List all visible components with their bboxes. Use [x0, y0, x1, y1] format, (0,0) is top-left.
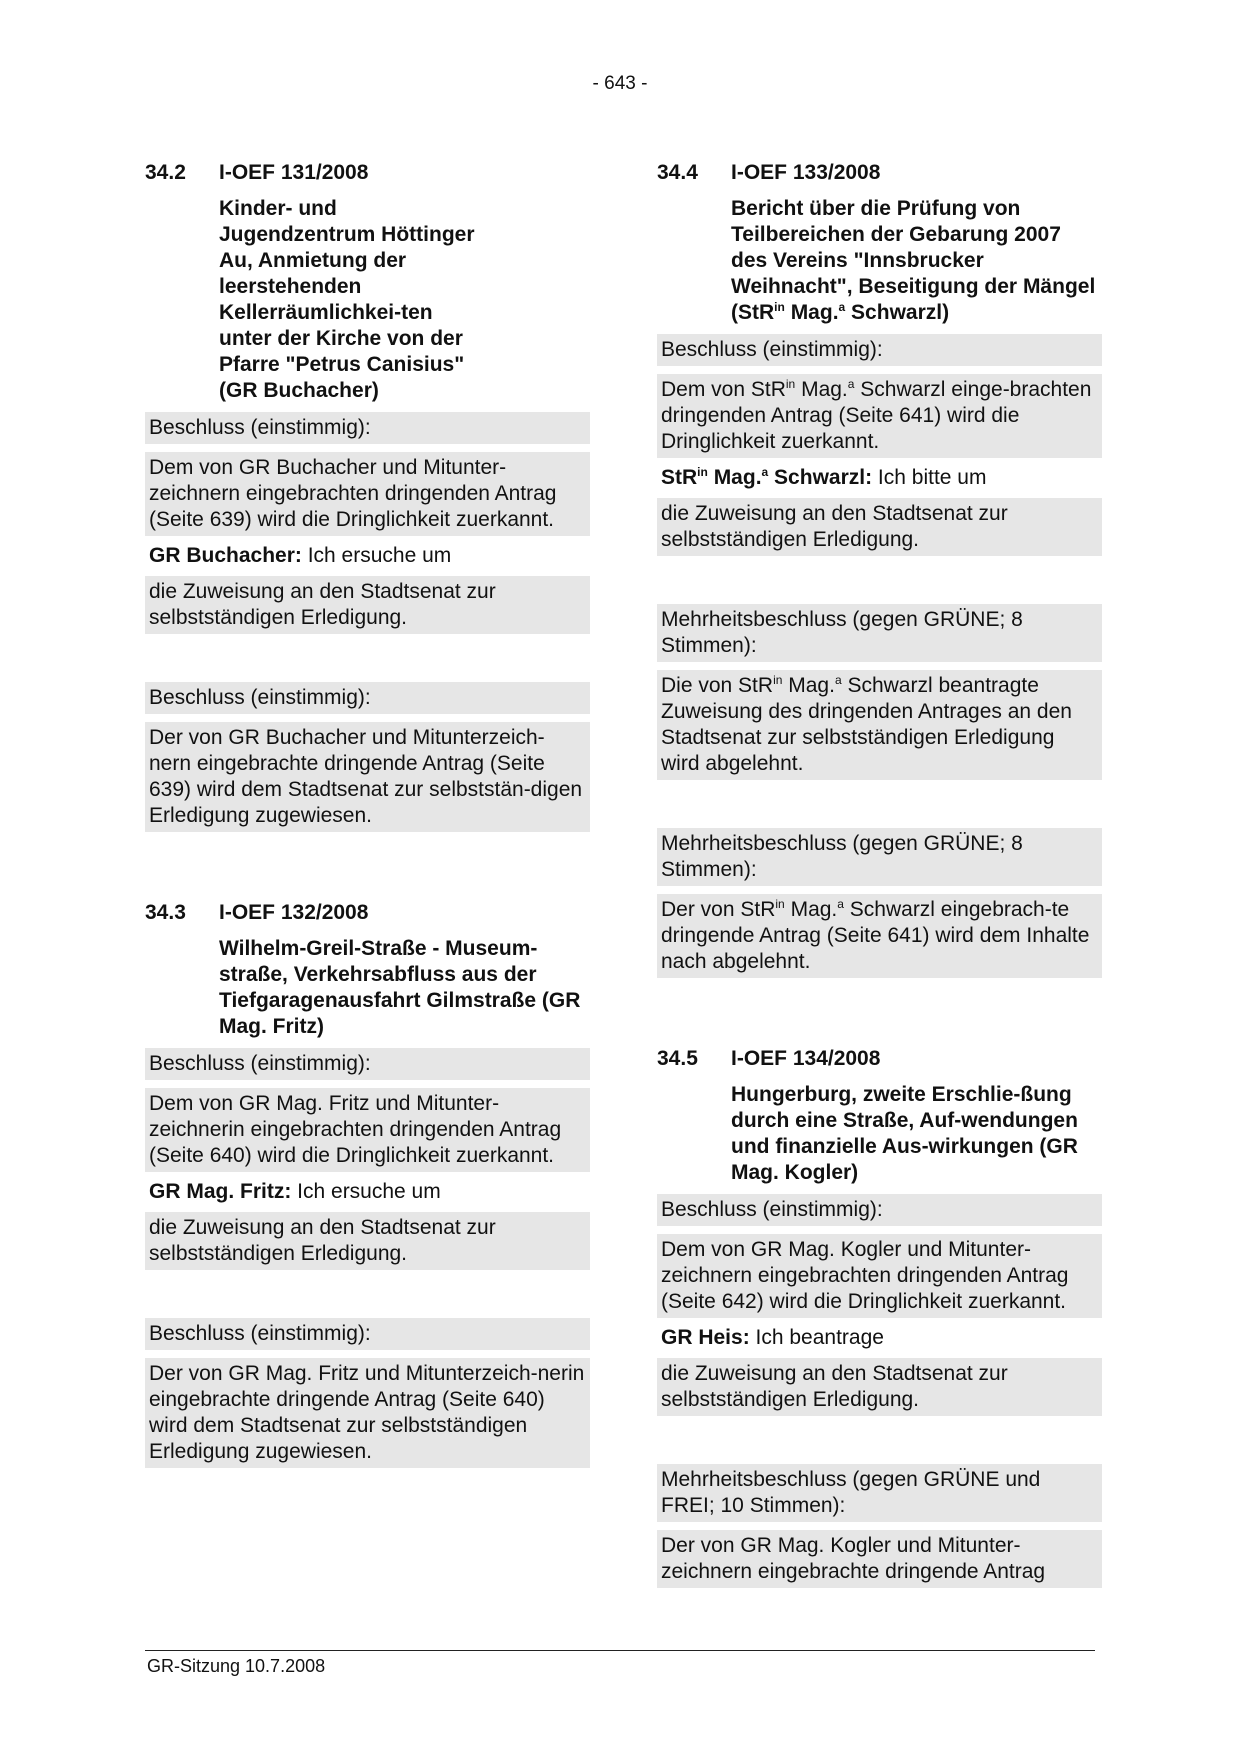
speaker-text: Ich ersuche um: [291, 1180, 441, 1203]
resolution-text: Der von GR Mag. Fritz und Mitunterzeich-nerin eingebrachte dringende Antrag (Seite 640) wird dem Stadtsenat zur selbstständigen Erledigung zugewiesen.: [145, 1358, 590, 1468]
section-title: Bericht über die Prüfung von Teilbereichen der Gebarung 2007 des Vereins "Innsbrucker Weihnacht", Beseitigung der Mängel (StR$^{in}$ Mag.$^a$ Schwarzl): [731, 197, 1096, 324]
speaker-name: GR Heis:: [661, 1326, 750, 1349]
speaker-text: Ich ersuche um: [301, 544, 452, 567]
section-34-4: [657, 160, 1102, 978]
resolution-text: Der von GR Mag. Kogler und Mitunter-zeichnern eingebrachte dringende Antrag: [657, 1530, 1102, 1588]
speaker-text: Ich bitte um: [872, 466, 987, 489]
motion-text: die Zuweisung an den Stadtsenat zur selbstständigen Erledigung.: [657, 498, 1102, 556]
motion-text: die Zuweisung an den Stadtsenat zur selbstständigen Erledigung.: [145, 576, 590, 634]
speaker-line: [145, 1176, 590, 1208]
resolution-text: Dem von StR$^{in}$ Mag.$^a$ Schwarzl einge-brachten dringenden Antrag (Seite 641) wird die Dringlichkeit zuerkannt.: [657, 374, 1102, 458]
resolution-header: Mehrheitsbeschluss (gegen GRÜNE; 8 Stimmen):: [657, 604, 1102, 662]
speaker-text: Ich beantrage: [749, 1326, 884, 1349]
section-code: I-OEF 131/2008: [219, 161, 369, 184]
right-column: [657, 160, 1102, 1588]
resolution-text: Dem von GR Mag. Kogler und Mitunter-zeichnern eingebrachten dringenden Antrag (Seite 642) wird die Dringlichkeit zuerkannt.: [657, 1234, 1102, 1318]
resolution-header: Beschluss (einstimmig):: [657, 334, 1102, 366]
section-code: I-OEF 133/2008: [731, 161, 881, 184]
section-number: 34.4: [657, 161, 698, 184]
section-34-2: [145, 160, 590, 832]
section-34-3: [145, 900, 590, 1468]
speaker-name: GR Buchacher:: [149, 544, 302, 567]
speaker-line: [145, 540, 590, 572]
section-number: 34.2: [145, 161, 186, 184]
section-number: 34.3: [145, 901, 186, 924]
resolution-text: Die von StR$^{in}$ Mag.$^a$ Schwarzl beantragte Zuweisung des dringenden Antrages an den Stadtsenat zur selbstständigen Erledigung wird abgelehnt.: [657, 670, 1102, 780]
section-34-5: [657, 1046, 1102, 1588]
speaker-line: [657, 1322, 1102, 1354]
resolution-header: Mehrheitsbeschluss (gegen GRÜNE und FREI; 10 Stimmen):: [657, 1464, 1102, 1522]
section-title: Hungerburg, zweite Erschlie-ßung durch eine Straße, Auf-wendungen und finanzielle Aus-wirkungen (GR Mag. Kogler): [731, 1083, 1078, 1184]
section-title: Wilhelm-Greil-Straße - Museum-straße, Verkehrsabfluss aus der Tiefgaragenausfahrt Gilmstraße (GR Mag. Fritz): [219, 937, 581, 1038]
resolution-text: Dem von GR Mag. Fritz und Mitunter-zeichnerin eingebrachten dringenden Antrag (Seite 640) wird die Dringlichkeit zuerkannt.: [145, 1088, 590, 1172]
resolution-header: Beschluss (einstimmig):: [145, 1318, 590, 1350]
footer-divider: [145, 1650, 1095, 1651]
footer: GR-Sitzung 10.7.2008: [147, 1656, 326, 1676]
speaker-line: [657, 462, 1102, 494]
resolution-text: Der von GR Buchacher und Mitunterzeich-nern eingebrachte dringende Antrag (Seite 639) wird dem Stadtsenat zur selbststän-digen Erledigung zugewiesen.: [145, 722, 590, 832]
resolution-text: Dem von GR Buchacher und Mitunter-zeichnern eingebrachten dringenden Antrag (Seite 639) wird die Dringlichkeit zuerkannt.: [145, 452, 590, 536]
motion-text: die Zuweisung an den Stadtsenat zur selbstständigen Erledigung.: [145, 1212, 590, 1270]
resolution-header: Beschluss (einstimmig):: [145, 1048, 590, 1080]
speaker-name: GR Mag. Fritz:: [149, 1180, 292, 1203]
speaker-name: StR$^{in}$ Mag.$^a$ Schwarzl:: [661, 465, 873, 489]
motion-text: die Zuweisung an den Stadtsenat zur selbstständigen Erledigung.: [657, 1358, 1102, 1416]
resolution-header: Beschluss (einstimmig):: [657, 1194, 1102, 1226]
section-number: 34.5: [657, 1047, 698, 1070]
resolution-header: Beschluss (einstimmig):: [145, 682, 590, 714]
section-code: I-OEF 132/2008: [219, 901, 369, 924]
section-title: Kinder- und Jugendzentrum Höttinger Au, Anmietung der leerstehenden Kellerräumlichkei-ten unter der Kirche von der Pfarre "Petrus Canisius" (GR Buchacher): [219, 197, 475, 402]
resolution-text: Der von StR$^{in}$ Mag.$^a$ Schwarzl eingebrach-te dringende Antrag (Seite 641) wird dem Inhalte nach abgelehnt.: [657, 894, 1102, 978]
page-number: - 643 -: [592, 73, 648, 94]
resolution-header: Beschluss (einstimmig):: [145, 412, 590, 444]
section-code: I-OEF 134/2008: [731, 1047, 881, 1070]
left-column: [145, 160, 590, 1468]
resolution-header: Mehrheitsbeschluss (gegen GRÜNE; 8 Stimmen):: [657, 828, 1102, 886]
